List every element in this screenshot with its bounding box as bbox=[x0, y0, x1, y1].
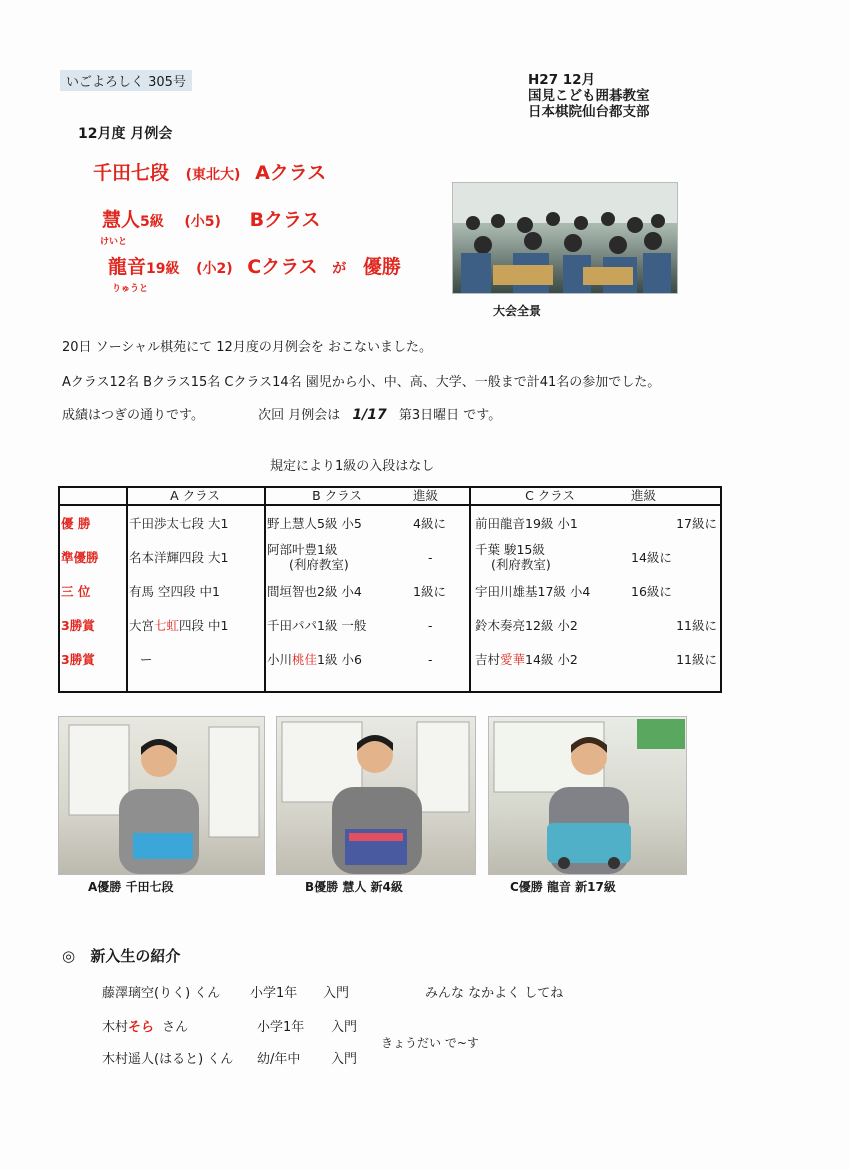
rule-note: 規定により1級の入段はなし bbox=[270, 459, 435, 474]
newcomer-3-status: 入門 bbox=[331, 1052, 358, 1067]
cell-b: 千田パパ1級 一般 bbox=[267, 618, 367, 633]
table-row bbox=[58, 540, 720, 574]
cell-c-prom: 11級に bbox=[676, 652, 717, 667]
place-label: 3勝賞 bbox=[61, 618, 95, 633]
winner-b-rank: 5級 bbox=[140, 214, 164, 230]
cell-b-prom: - bbox=[428, 617, 433, 633]
cell-c-red: 愛華 bbox=[500, 652, 526, 667]
cell-b-part: 1級 小6 bbox=[317, 652, 362, 667]
newcomer-1-grade: 小学1年 bbox=[250, 986, 298, 1001]
cell-b-red: 桃佳 bbox=[292, 652, 318, 667]
next-date: 1/17 bbox=[352, 407, 387, 423]
cell-b-note: (利府教室) bbox=[289, 557, 349, 572]
newcomer-2-name-part: 木村 bbox=[102, 1020, 129, 1035]
paragraph-1: 20日 ソーシャル棋苑にて 12月度の月例会を おこないました。 bbox=[62, 340, 432, 355]
header-a-class: A クラス bbox=[126, 486, 264, 505]
issue-number: いごよろしく 305号 bbox=[60, 70, 192, 91]
winner-photo-c-drawing bbox=[489, 717, 686, 874]
top-photo-caption: 大会全景 bbox=[493, 304, 542, 318]
cell-c bbox=[472, 540, 628, 574]
newcomer-2-name bbox=[102, 1016, 188, 1035]
cell-c: 鈴木奏亮12級 小2 bbox=[475, 618, 578, 633]
cell-c bbox=[472, 642, 628, 676]
winner-c-win: 優勝 bbox=[362, 256, 401, 278]
newcomer-1-name: 藤澤璃空(りく) くん bbox=[102, 986, 221, 1001]
cell-b-prom: 1級に bbox=[413, 584, 446, 599]
paragraph-3-d: 第3日曜日 です。 bbox=[398, 408, 502, 423]
winner-c-school: (小2) bbox=[196, 261, 233, 277]
cell-b bbox=[264, 642, 410, 676]
newcomer-2-honorific: さん bbox=[162, 1020, 189, 1035]
newcomer-1-status: 入門 bbox=[323, 986, 350, 1001]
paragraph-3-b: 次回 月例会は bbox=[258, 408, 341, 423]
table-row bbox=[58, 505, 720, 540]
winner-photo-b-drawing bbox=[277, 717, 475, 874]
siblings-message: きょうだい で~す bbox=[381, 1036, 479, 1050]
winner-photo-a-caption: A優勝 千田七段 bbox=[88, 880, 174, 894]
winner-photo-c-caption: C優勝 龍音 新17級 bbox=[510, 880, 616, 894]
place-label: 準優勝 bbox=[61, 550, 99, 565]
tournament-photo-drawing bbox=[453, 183, 677, 293]
cell-c-name: 千葉 駿15級 bbox=[475, 542, 545, 557]
cell-c-part: 14級 小2 bbox=[525, 652, 578, 667]
cell-a-red: 七虹 bbox=[154, 618, 180, 633]
table-header-row bbox=[58, 486, 720, 505]
header-org-2: 日本棋院仙台都支部 bbox=[528, 104, 650, 120]
cell-c-prom: 17級に bbox=[676, 516, 717, 531]
place-label: 優 勝 bbox=[61, 516, 91, 531]
cell-b bbox=[264, 540, 410, 574]
winner-a-name: 千田七段 bbox=[93, 162, 170, 184]
cell-a bbox=[126, 608, 264, 642]
cell-c: 前田龍音19級 小1 bbox=[475, 516, 578, 531]
cell-b: 野上慧人5級 小5 bbox=[267, 516, 362, 531]
cell-c-note: (利府教室) bbox=[491, 557, 551, 572]
cell-c-prom: 14級に bbox=[631, 550, 672, 565]
winner-c-rank: 19級 bbox=[146, 261, 180, 277]
newcomer-2-status: 入門 bbox=[331, 1020, 358, 1035]
cell-a-part: 大宮 bbox=[129, 618, 155, 633]
winner-c-name: 龍音 bbox=[108, 256, 147, 278]
cell-a: 有馬 空四段 中1 bbox=[129, 584, 220, 599]
header-org-1: 国見こども囲碁教室 bbox=[528, 88, 650, 104]
cell-b-prom: - bbox=[428, 651, 433, 667]
winner-c-class: Cクラス bbox=[247, 256, 318, 278]
paragraph-2: Aクラス12名 Bクラス15名 Cクラス14名 園児から小、中、高、大学、一般まで計41名の参加でした。 bbox=[62, 375, 661, 390]
winner-c-line bbox=[108, 252, 401, 279]
cell-a: ー bbox=[140, 652, 153, 667]
cell-b-prom: 4級に bbox=[413, 516, 446, 531]
cell-a: 名本洋輝四段 大1 bbox=[129, 550, 229, 565]
winner-photo-b bbox=[276, 716, 476, 875]
paragraph-3 bbox=[62, 404, 501, 423]
header-c-class: C クラス bbox=[472, 486, 628, 505]
cell-c-prom: 11級に bbox=[676, 618, 717, 633]
results-table bbox=[58, 486, 720, 676]
cell-b-name: 阿部叶豊1級 bbox=[267, 542, 338, 557]
cell-c-part: 吉村 bbox=[475, 652, 501, 667]
winner-b-class: Bクラス bbox=[249, 209, 321, 231]
winner-a-line bbox=[93, 158, 326, 185]
newcomers-heading bbox=[62, 945, 180, 966]
place-label: 3勝賞 bbox=[61, 652, 95, 667]
cell-a: 千田渉太七段 大1 bbox=[129, 516, 229, 531]
winner-photo-b-caption: B優勝 慧人 新4級 bbox=[305, 880, 403, 894]
header-b-prom: 進級 bbox=[410, 486, 472, 505]
newcomer-2-name-red: そら bbox=[128, 1020, 155, 1035]
newcomer-2-grade: 小学1年 bbox=[257, 1020, 305, 1035]
table-row bbox=[58, 642, 720, 676]
newcomer-1-message: みんな なかよく してね bbox=[425, 986, 564, 1001]
newcomer-3-name: 木村遥人(はると) くん bbox=[102, 1052, 234, 1067]
winner-a-class: Aクラス bbox=[255, 162, 327, 184]
cell-b: 間垣智也2級 小4 bbox=[267, 584, 362, 599]
tournament-overview-photo bbox=[452, 182, 678, 294]
winner-b-line bbox=[102, 205, 320, 232]
cell-c-prom: 16級に bbox=[631, 584, 672, 599]
winner-c-ga: が bbox=[332, 261, 347, 277]
page-title: 12月度 月例会 bbox=[78, 126, 173, 142]
bullet-icon: ◎ bbox=[62, 947, 76, 965]
winner-b-ruby: けいと bbox=[100, 237, 128, 247]
cell-a-part: 四段 中1 bbox=[179, 618, 229, 633]
table-row bbox=[58, 608, 720, 642]
header-b-class: B クラス bbox=[264, 486, 410, 505]
cell-b-part: 小川 bbox=[267, 652, 293, 667]
paragraph-3-a: 成績はつぎの通りです。 bbox=[62, 408, 204, 423]
winner-photo-a bbox=[58, 716, 265, 875]
winner-a-school: (東北大) bbox=[185, 167, 241, 183]
winner-photo-c bbox=[488, 716, 687, 875]
winner-photo-a-drawing bbox=[59, 717, 264, 874]
cell-c: 宇田川雄基17級 小4 bbox=[475, 584, 591, 599]
winner-b-school: (小5) bbox=[184, 214, 221, 230]
header-date: H27 12月 bbox=[528, 72, 596, 88]
header-info bbox=[528, 72, 650, 120]
winner-b-name: 慧人 bbox=[102, 209, 141, 231]
winner-c-ruby: りゅうと bbox=[112, 284, 149, 294]
newcomers-title: 新入生の紹介 bbox=[90, 947, 181, 965]
place-label: 三 位 bbox=[61, 584, 91, 599]
cell-b-prom: - bbox=[428, 549, 433, 565]
newcomer-3-grade: 幼/年中 bbox=[257, 1052, 301, 1067]
header-c-prom: 進級 bbox=[628, 486, 720, 505]
table-row bbox=[58, 574, 720, 608]
